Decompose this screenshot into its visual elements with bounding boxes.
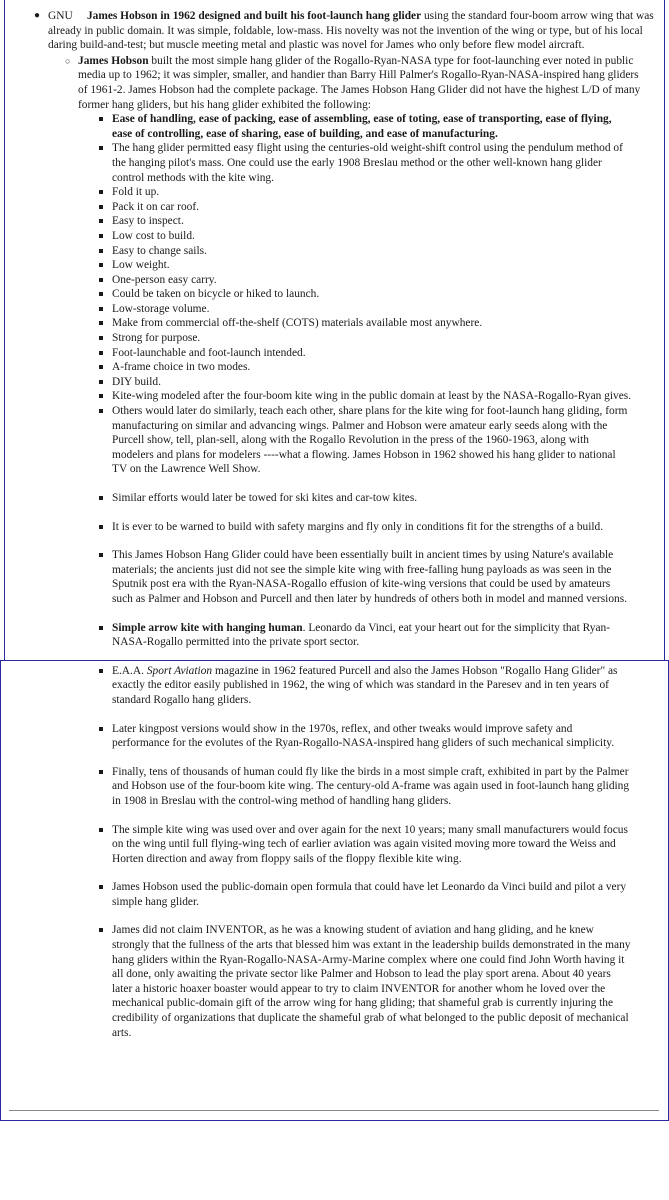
item-text: Others would later do similarly, teach each other, share plans for the kite wing for foot-launch hang gliding, form manufacturing on similar and advancing wings. Palmer and Hobson were amateur early seeds along with the Purcell show, tell, plan-sell, along with the Rogallo Revolution in the press of the 1960-1963, along with modelers and plans for modelers ----what a flowing. James Hobson in 1962 showed his hang glider to national TV on the Lawrence Well Show.	[112, 405, 628, 476]
list-item	[78, 229, 646, 244]
square-bullet-icon	[99, 234, 103, 238]
square-bullet-icon	[99, 770, 103, 774]
item-text: James Hobson used the public-domain open formula that could have let Leonardo da Vinci build and pilot a very simple hang glider.	[112, 881, 627, 908]
square-bullet-icon	[99, 669, 103, 673]
list-item	[78, 375, 646, 390]
item-text: James did not claim INVENTOR, as he was a knowing student of aviation and hang gliding, and he knew strongly that the fullness of the arts that blessed him was extant in the leadership builds demonstrated in the many hang gliders within the Ryan-Rogallo-NASA-Army-Marine complex where one could find John Worth having it all done, only awaiting the private sector like Palmer and Hobson to lead the play sport arena. About 40 years later a historic hoaxer boaster would appear to try to claim INVENTOR for another whom he loved over the mechanical public-domain gift of the arrow wing for hang gliding; that shameful grab is currently injuring the credibility of organizations that duplicate the shameful grab of what belonged to the public deposit of mechanical arts.	[112, 924, 631, 1039]
list-item	[78, 185, 646, 200]
square-bullet-icon	[99, 307, 103, 311]
square-bullet-icon	[99, 394, 103, 398]
item-text: Make from commercial off-the-shelf (COTS) materials available most anywhere.	[112, 317, 483, 330]
square-bullet-icon	[99, 321, 103, 325]
list-item	[78, 141, 646, 185]
item-text: . Leonardo da Vinci, eat your heart out for the simplicity that Ryan-NASA-Rogallo permitted into the private sport sector.	[112, 621, 610, 649]
list-item	[78, 258, 646, 273]
item-text: Similar efforts would later be towed for ski kites and car-tow kites.	[112, 492, 418, 504]
list-item	[78, 302, 646, 317]
list-item	[78, 765, 646, 809]
list-item	[78, 491, 646, 506]
list-item	[78, 244, 646, 259]
list-item	[78, 346, 646, 361]
frame-border-bottom	[0, 1120, 669, 1121]
item-text: E.A.A.	[112, 664, 147, 677]
square-bullet-icon	[99, 525, 103, 529]
square-bullet-icon	[99, 553, 103, 557]
square-bullet-icon	[99, 292, 103, 296]
outer-list	[0, 9, 660, 1040]
list-item	[78, 331, 646, 346]
frame-border-right-top	[660, 0, 665, 660]
item-text: The hang glider permitted easy flight using the centuries-old weight-shift control using the pendulum method of the hanging pilot's mass. One could use the early 1908 Breslau method or the other well-known hang glider control methods with the kite wing.	[112, 142, 623, 184]
disc-bullet-icon: ●	[34, 10, 41, 21]
item-text: Could be taken on bicycle or hiked to launch.	[112, 288, 320, 301]
square-bullet-icon	[99, 496, 103, 500]
square-bullet-icon	[99, 380, 103, 384]
sub-text: built the most simple hang glider of the Rogallo-Ryan-NASA type for foot-launching ever noted in public media up to 1962; it was simpler, smaller, and handier than Barry Hill Palmer's Rogallo-Ryan-NASA-inspired hang gliders of 1961-2. James Hobson had the complete package. The James Hobson Hang Glider did not have the highest L/D of many former hang gliders, but his hang glider exhibited the following:	[78, 54, 641, 111]
item-text: Fold it up.	[112, 186, 160, 199]
item-bold-text: Simple arrow kite with hanging human	[112, 621, 303, 634]
circle-bullet-icon: ○	[65, 55, 71, 66]
intro-text: using the standard four-boom arrow wing that was already in public domain. It was simple, foldable, low-mass. His novelty was not the invention of the wing or type, but of his local daring build-and-test; but muscle meeting metal and plastic was novel for James who only before flew model aircraft.	[48, 10, 654, 52]
feature-list	[78, 112, 646, 1040]
square-bullet-icon	[99, 727, 103, 731]
square-bullet-icon	[99, 190, 103, 194]
sub-paragraph	[78, 54, 646, 112]
magazine-title: Sport Aviation	[146, 664, 213, 677]
sub-list-item	[48, 54, 660, 1040]
square-bullet-icon	[99, 928, 103, 932]
square-bullet-icon	[99, 146, 103, 150]
square-bullet-icon	[99, 626, 103, 630]
item-text: magazine in 1962 featured Purcell and also the James Hobson "Rogallo Hang Glider" as exactly the editor easily published in 1962, the wing of which was standard in the Paresev and in ten years of standard Rogallo hang gliders.	[112, 664, 618, 706]
list-item	[78, 287, 646, 302]
sub-list	[48, 54, 660, 1040]
list-item	[78, 548, 646, 606]
outer-list-item	[0, 9, 660, 1040]
list-item	[78, 360, 646, 375]
square-bullet-icon	[99, 219, 103, 223]
intro-heading: James Hobson in 1962 designed and built his foot-launch hang glider	[86, 10, 422, 22]
square-bullet-icon	[99, 365, 103, 369]
list-item	[78, 273, 646, 288]
square-bullet-icon	[99, 409, 103, 413]
list-item	[78, 664, 646, 708]
item-text: Easy to inspect.	[112, 215, 184, 228]
inner-divider	[9, 1110, 659, 1111]
list-item	[78, 316, 646, 331]
item-text: Low-storage volume.	[112, 302, 210, 315]
item-text: It is ever to be warned to build with safety margins and fly only in conditions fit for the strengths of a build.	[112, 520, 604, 533]
item-text: A-frame choice in two modes.	[112, 361, 251, 374]
square-bullet-icon	[99, 828, 103, 832]
list-item	[78, 112, 646, 141]
list-item	[78, 200, 646, 215]
article-content	[0, 9, 660, 1040]
item-text: Strong for purpose.	[112, 332, 201, 345]
square-bullet-icon	[99, 351, 103, 355]
item-bold-text: Ease of handling, ease of packing, ease of assembling, ease of toting, ease of transporting, ease of flying, ease of controlling, ease of sharing, ease of building, and ease of manufacturing.	[112, 113, 612, 140]
item-text: Foot-launchable and foot-launch intended.	[112, 346, 306, 359]
item-text: DIY build.	[112, 375, 161, 388]
intro-paragraph	[48, 9, 660, 53]
item-text: Finally, tens of thousands of human could fly like the birds in a most simple craft, exhibited in part by the Palmer and Hobson use of the four-boom kite wing. The century-old A-frame was again used in foot-launch hang gliding in 1908 in Breslau with the control-wing method of handling hang gliders.	[112, 765, 630, 807]
square-bullet-icon	[99, 205, 103, 209]
square-bullet-icon	[99, 263, 103, 267]
list-item	[78, 621, 646, 650]
item-text: Easy to change sails.	[112, 244, 207, 257]
list-item	[78, 404, 646, 477]
square-bullet-icon	[99, 885, 103, 889]
item-text: This James Hobson Hang Glider could have been essentially built in ancient times by using Nature's available materials; the ancients just did not see the simple kite wing with free-falling hung payloads as was seen in the Sputnik post era with the Ryan-NASA-Rogallo effusion of kite-wing versions that could be used by amateurs such as Palmer and Hobson and Purcell and then later by hundreds of others both in model and manned versions.	[112, 549, 627, 605]
list-item	[78, 880, 646, 909]
gnu-label: GNU	[48, 10, 73, 22]
square-bullet-icon	[99, 336, 103, 340]
item-text: Pack it on car roof.	[112, 200, 199, 213]
list-item	[78, 722, 646, 751]
item-text: Kite-wing modeled after the four-boom kite wing in the public domain at least by the NASA-Rogallo-Ryan gives.	[112, 390, 632, 403]
list-item	[78, 389, 646, 404]
square-bullet-icon	[99, 278, 103, 282]
item-text: The simple kite wing was used over and over again for the next 10 years; many small manufacturers would focus on the wing until full flying-wing tech of earlier aviation was again visited moving more toward the Weiss and Horten direction and away from floppy sails of the floppy flexible kite wing.	[112, 823, 628, 865]
item-text: Low weight.	[112, 259, 170, 272]
square-bullet-icon	[99, 117, 103, 121]
list-item	[78, 520, 646, 535]
item-text: Later kingpost versions would show in the 1970s, reflex, and other tweaks would improve safety and performance for the evolutes of the Ryan-Rogallo-NASA-inspired hang gliders of such mechanical simplicity.	[112, 722, 615, 750]
item-text: Low cost to build.	[112, 229, 195, 242]
square-bullet-icon	[99, 249, 103, 253]
item-text: One-person easy carry.	[112, 273, 217, 286]
sub-heading: James Hobson	[78, 54, 149, 67]
list-item	[78, 923, 646, 1040]
list-item	[78, 214, 646, 229]
list-item	[78, 823, 646, 867]
